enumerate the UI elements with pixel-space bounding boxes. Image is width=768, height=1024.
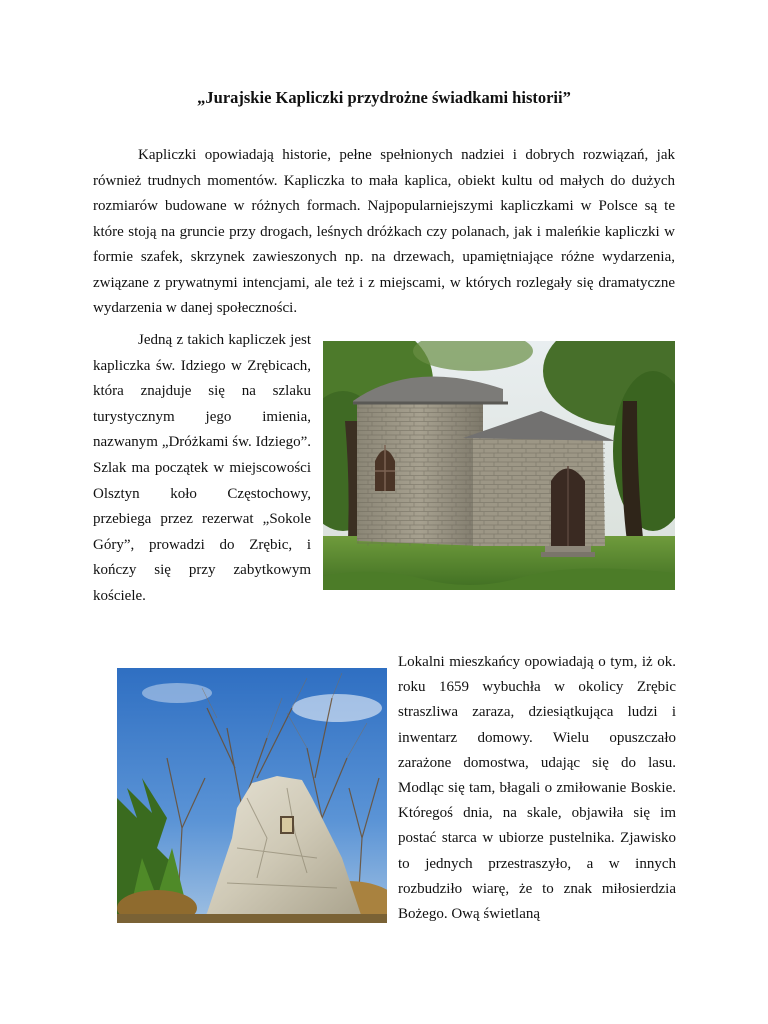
document-title: „Jurajskie Kapliczki przydrożne świadkami historii” bbox=[197, 88, 571, 107]
paragraph-legend: Lokalni mieszkańcy opowiadają o tym, iż ok. roku 1659 wybuchła w okolicy Zrębic straszliwa zaraza, dziesiątkująca ludzi i inwentarz domowy. Wielu opuszczało zarażone domostwa, udając się do lasu. Modląc się tam, błagali o zmiłowanie Boskie. Któregoś dnia, na skale, objawiła się im postać starca w ubiorze pustelnika. Zjawisko to jednych przestraszyło, a w innych rozbudziło wiarę, że to znak miłosierdzia Bożego. Ową świetlaną bbox=[398, 654, 676, 923]
chapel-photo bbox=[323, 341, 675, 590]
rock-photo bbox=[117, 668, 387, 923]
paragraph-chapel: Jedną z takich kapliczek jest kapliczka św. Idziego w Zrębicach, która znajduje się na szlaku turystycznym jego imienia, nazwanym „Dróżkami św. Idziego”. Szlak ma początek w miejscowości Olsztyn koło Częstochowy, przebiega przez rezerwat „Sokole Góry”, prowadzi do Zrębic, i kończy się przy zabytkowym kościele. bbox=[93, 332, 311, 604]
paragraph-intro: Kapliczki opowiadają historie, pełne spełnionych nadziei i dobrych rozwiązań, jak również trudnych momentów. Kapliczka to mała kaplica, obiekt kultu od małych do dużych rozmiarów budowane w różnych formach. Najpopularniejszymi kapliczkami w Polsce są te które stoją na gruncie przy drogach, leśnych dróżkach czy polanach, jak i maleńkie kapliczki w formie szafek, skrzynek zawieszonych np. na drzewach, upamiętniające różne wydarzenia, związane z prywatnymi intencjami, ale też i z miejscami, w których rozlegały się dramatyczne wydarzenia w danej społeczności. bbox=[93, 147, 675, 316]
